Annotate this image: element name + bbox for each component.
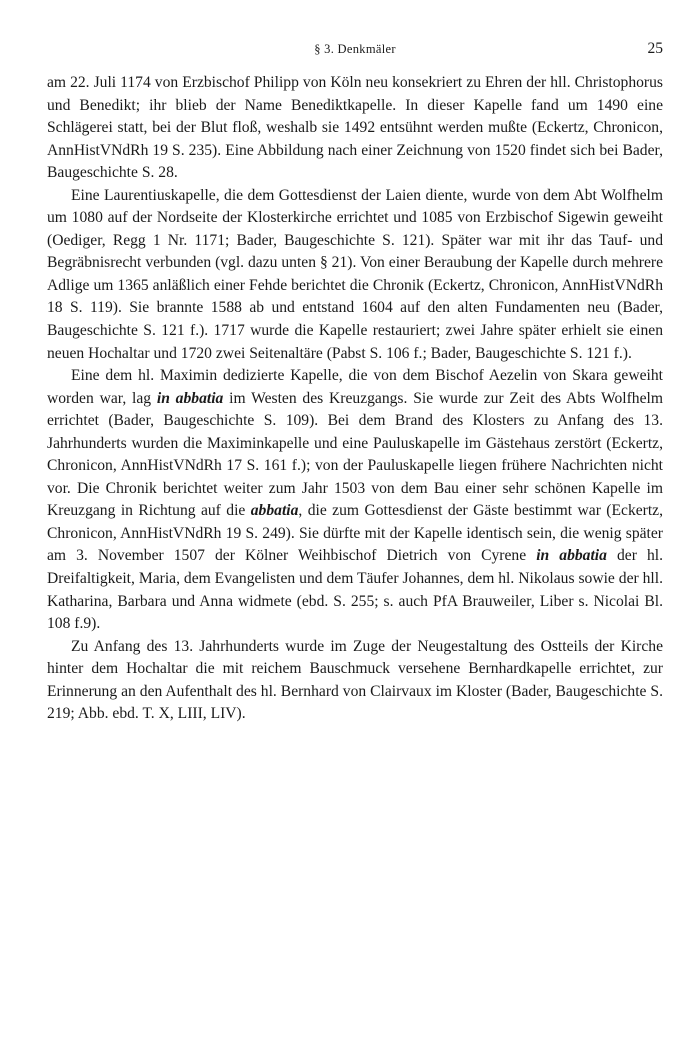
text-run: Eine dem hl. Maximin dedizierte Kapelle, die von dem Bischof Aezelin von Skara geweiht worden war, lag <box>47 367 663 407</box>
text-run: , die zum Gottesdienst der Gäste bestimmt war (Eckertz, Chronicon, AnnHistVNdRh 19 S. 249). Sie dürfte mit der Kapelle identisch sein, die wenig später am 3. November 1507 der Kölner Weihbischof Dietrich von Cyrene <box>47 502 664 565</box>
paragraph <box>47 72 663 185</box>
page-number: 25 <box>647 40 663 57</box>
text-run: im Westen des Kreuzgangs. Sie wurde zur Zeit des Abts Wolfhelm errichtet (Bader, Baugeschichte S. 109). Bei dem Brand des Klosters zu Anfang des 13. Jahrhunderts wurden die Maximinkapelle und eine Pauluskapelle im Gästehaus zerstört (Eckertz, Chronicon, AnnHistVNdRh 17 S. 161 f.); von der Pauluskapelle liegen frühere Nachrichten nicht vor. Die Chronik berichtet weiter zum Jahr 1503 von dem Bau einer sehr schönen Kapelle im Kreuzgang in Richtung auf die <box>47 389 663 520</box>
paragraph <box>47 365 663 636</box>
latin-term: abbatia <box>250 502 299 520</box>
text-run: Eine Laurentiuskapelle, die dem Gottesdienst der Laien diente, wurde von dem Abt Wolfhelm um 1080 auf der Nordseite der Klosterkirche errichtet und 1085 von Erzbischof Sigewin geweiht (Oediger, Regg 1 Nr. 1171; Bader, Baugeschichte S. 121). Später war mit ihr das Tauf- und Begräbnisrecht verbunden (vgl. dazu unten § 21). Von einer Beraubung der Kapelle durch mehrere Adlige um 1365 anläßlich einer Fehde berichtet die Chronik (Eckertz, Chronicon, AnnHistVNdRh 18 S. 119). Sie brannte 1588 ab und entstand 1604 auf den alten Fundamenten neu (Bader, Baugeschichte S. 121 f.). 1717 wurde die Kapelle restauriert; zwei Jahre später erhielt sie einen neuen Hochaltar und 1720 zwei Seitenaltäre (Pabst S. 106 f.; Bader, Baugeschichte S. 121 f.). <box>47 186 663 362</box>
document-page <box>47 40 663 726</box>
text-run: am 22. Juli 1174 von Erzbischof Philipp von Köln neu konsekriert zu Ehren der hll. Christophorus und Benedikt; ihr blieb der Name Benediktkapelle. In dieser Kapelle fand um 1490 eine Schlägerei statt, bei der Blut floß, weshalb sie 1492 entsühnt werden mußte (Eckertz, Chronicon, AnnHistVNdRh 19 S. 235). Eine Abbildung nach einer Zeichnung von 1520 findet sich bei Bader, Baugeschichte S. 28. <box>47 74 663 182</box>
paragraph <box>47 185 663 365</box>
paragraph <box>47 636 663 726</box>
body-text <box>47 72 663 726</box>
section-title: § 3. Denkmäler <box>314 42 396 56</box>
text-run: Zu Anfang des 13. Jahrhunderts wurde im Zuge der Neugestaltung des Ostteils der Kirche hinter dem Hochaltar die mit reichem Bauschmuck versehene Bernhardkapelle errichtet, zur Erinnerung an den Aufenthalt des hl. Bernhard von Clairvaux im Kloster (Bader, Baugeschichte S. 219; Abb. ebd. T. X, LIII, LIV). <box>47 637 663 723</box>
latin-term: in abbatia <box>536 547 607 565</box>
latin-term: in abbatia <box>156 389 224 407</box>
running-header <box>47 40 663 72</box>
text-run: der hl. Dreifaltigkeit, Maria, dem Evangelisten und dem Täufer Johannes, dem hl. Nikolaus sowie der hll. Katharina, Barbara und Anna widmete (ebd. S. 255; s. auch PfA Brauweiler, Liber s. Nicolai Bl. 108 f.9). <box>47 547 663 633</box>
